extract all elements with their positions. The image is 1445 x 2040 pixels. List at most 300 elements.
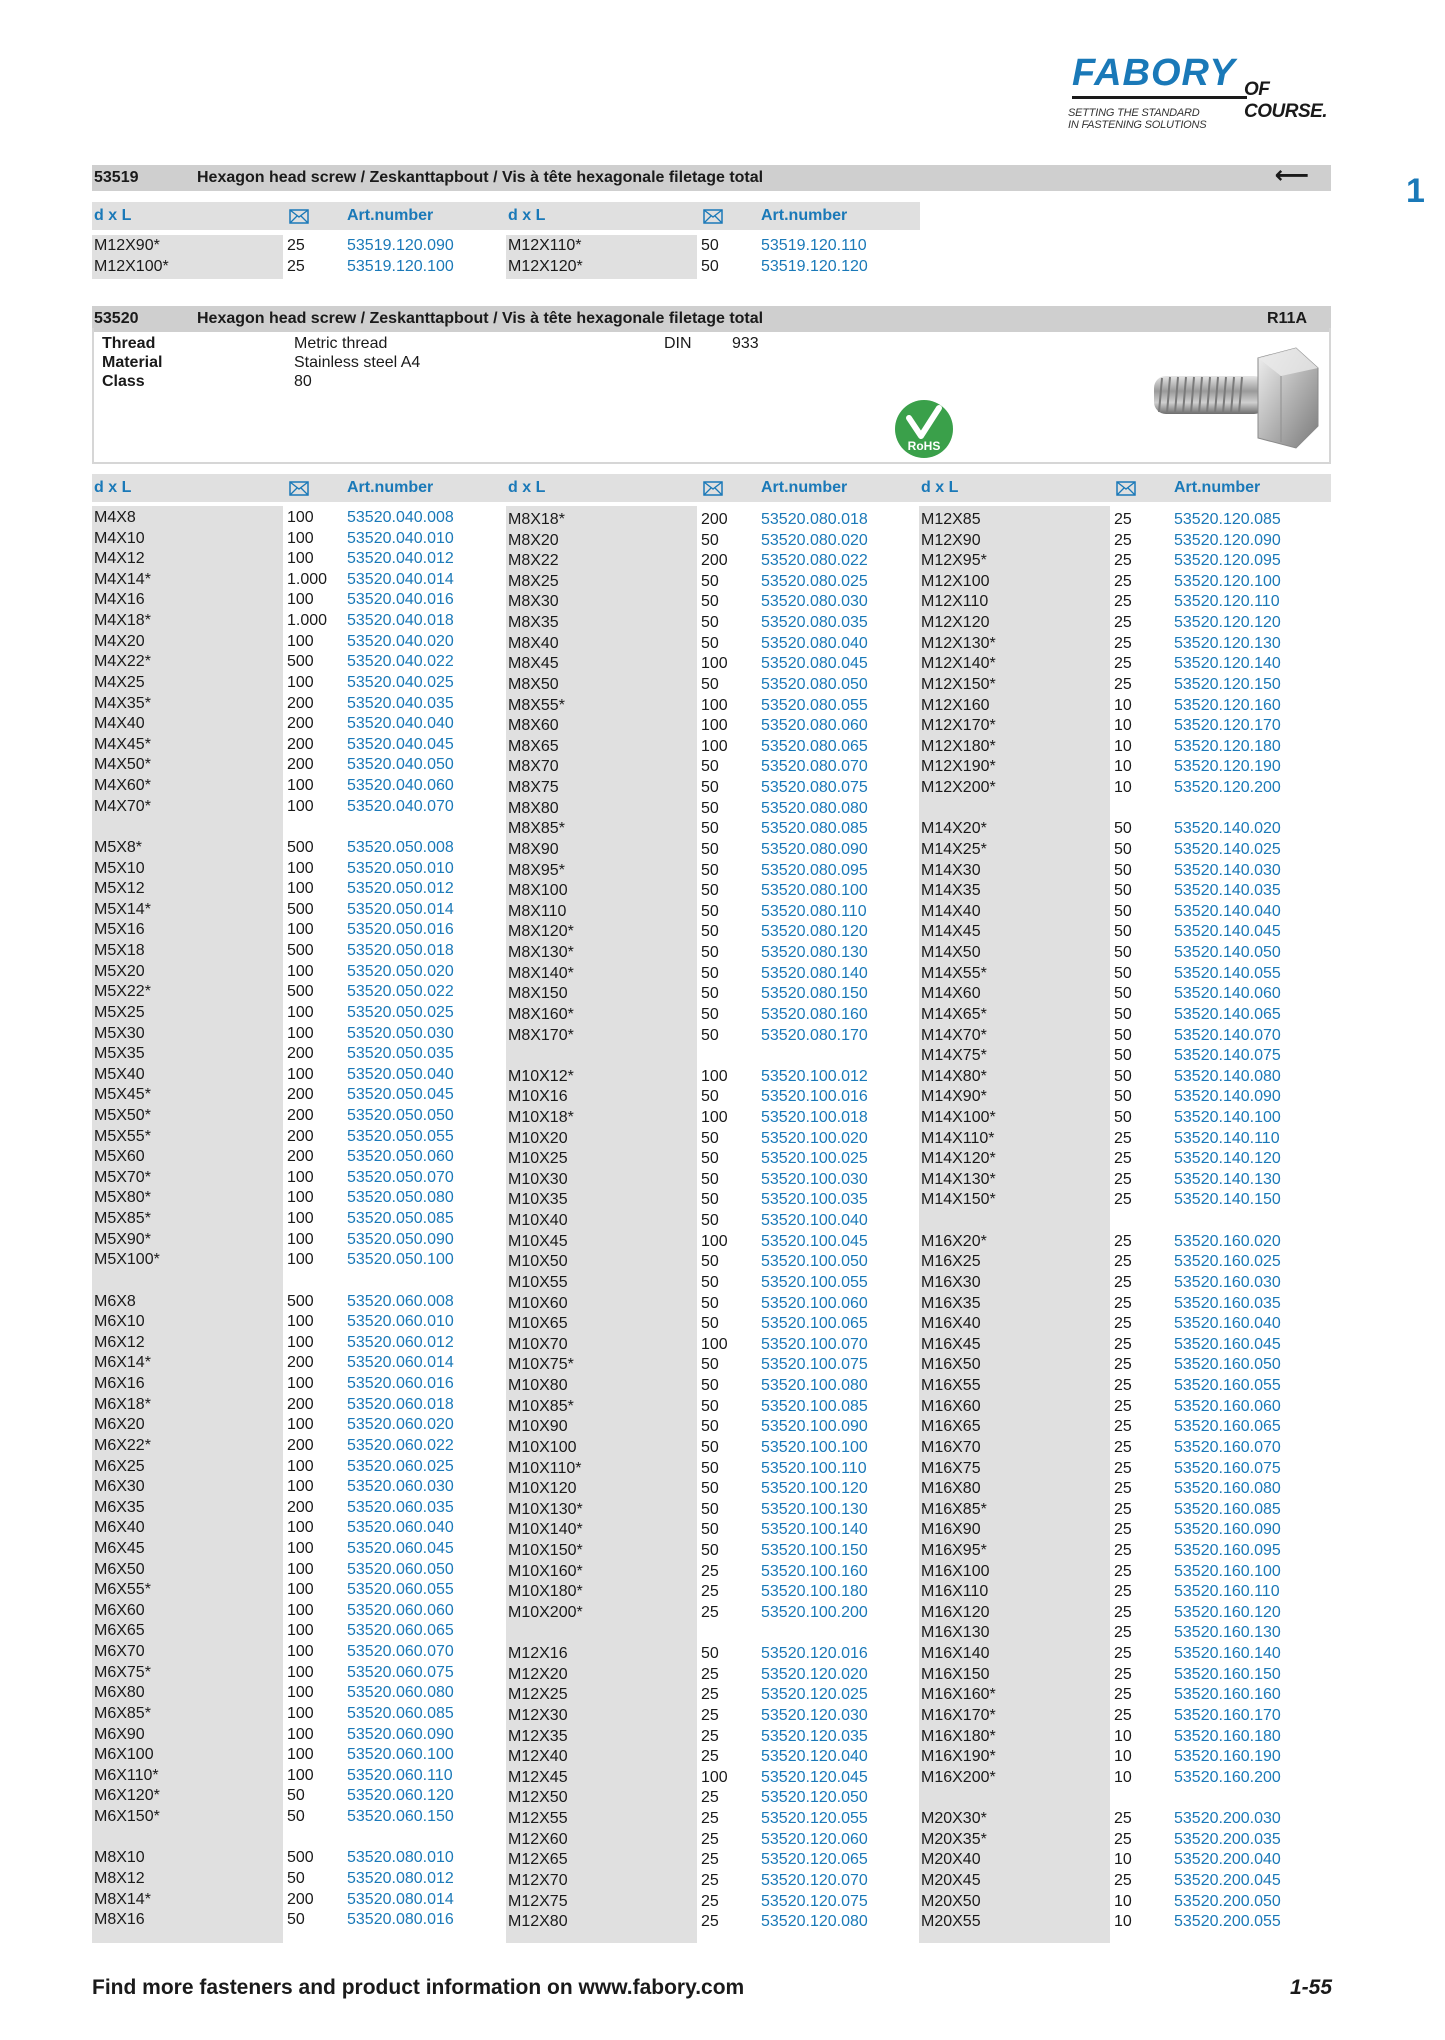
quantity-cell: 100 bbox=[287, 1601, 314, 1619]
size-cell: M6X25 bbox=[94, 1457, 145, 1475]
art-number-cell[interactable]: 53520.050.022 bbox=[347, 983, 454, 1001]
art-number-cell[interactable]: 53520.100.040 bbox=[761, 1212, 868, 1230]
art-number-cell[interactable]: 53520.100.130 bbox=[761, 1500, 868, 1518]
art-number-cell[interactable]: 53520.140.040 bbox=[1174, 902, 1281, 920]
art-number-cell[interactable]: 53520.120.190 bbox=[1174, 758, 1281, 776]
quantity-cell: 200 bbox=[287, 756, 314, 774]
art-number-cell[interactable]: 53520.140.130 bbox=[1174, 1170, 1281, 1188]
art-number-cell[interactable]: 53520.080.130 bbox=[761, 944, 868, 962]
art-number-cell[interactable]: 53520.120.025 bbox=[761, 1686, 868, 1704]
quantity-cell: 50 bbox=[287, 1808, 305, 1826]
size-cell: M16X60 bbox=[921, 1397, 981, 1415]
size-cell: M4X10 bbox=[94, 529, 145, 547]
quantity-cell: 25 bbox=[1114, 1335, 1132, 1353]
art-number-cell[interactable]: 53520.120.030 bbox=[761, 1706, 868, 1724]
art-number-cell[interactable]: 53520.140.045 bbox=[1174, 923, 1281, 941]
art-number-cell[interactable]: 53520.120.035 bbox=[761, 1727, 868, 1745]
art-number-cell[interactable]: 53520.140.020 bbox=[1174, 820, 1281, 838]
art-number-cell[interactable]: 53520.160.170 bbox=[1174, 1706, 1281, 1724]
quantity-cell: 25 bbox=[1114, 1645, 1132, 1663]
art-number-cell[interactable]: 53520.060.055 bbox=[347, 1581, 454, 1599]
art-number-cell[interactable]: 53520.050.050 bbox=[347, 1106, 454, 1124]
art-number-cell[interactable]: 53520.120.120 bbox=[1174, 614, 1281, 632]
size-cell: M5X14* bbox=[94, 900, 151, 918]
rohs-badge-icon bbox=[893, 398, 955, 460]
art-number-cell[interactable]: 53520.120.050 bbox=[761, 1789, 868, 1807]
art-number-cell[interactable]: 53520.100.140 bbox=[761, 1521, 868, 1539]
art-number-cell[interactable]: 53520.100.012 bbox=[761, 1067, 868, 1085]
art-number-cell[interactable]: 53520.160.060 bbox=[1174, 1397, 1281, 1415]
art-number-cell[interactable]: 53520.060.060 bbox=[347, 1601, 454, 1619]
art-number-cell[interactable]: 53520.060.025 bbox=[347, 1457, 454, 1475]
quantity-cell: 25 bbox=[1114, 1706, 1132, 1724]
quantity-cell: 200 bbox=[287, 715, 314, 733]
size-cell: M4X45* bbox=[94, 735, 151, 753]
size-cell: M10X120 bbox=[508, 1480, 577, 1498]
art-number-cell[interactable]: 53520.140.055 bbox=[1174, 964, 1281, 982]
quantity-cell: 50 bbox=[287, 1911, 305, 1929]
art-number-cell[interactable]: 53520.140.090 bbox=[1174, 1088, 1281, 1106]
size-cell: M10X18* bbox=[508, 1108, 574, 1126]
art-number-cell[interactable]: 53520.160.100 bbox=[1174, 1562, 1281, 1580]
size-cell: M5X20 bbox=[94, 962, 145, 980]
art-number-cell[interactable]: 53520.120.070 bbox=[761, 1871, 868, 1889]
size-cell: M14X55* bbox=[921, 964, 987, 982]
size-cell: M5X45* bbox=[94, 1086, 151, 1104]
package-quantity-icon bbox=[289, 209, 309, 224]
art-number-cell[interactable]: 53520.040.020 bbox=[347, 632, 454, 650]
size-cell: M5X90* bbox=[94, 1230, 151, 1248]
art-number-cell[interactable]: 53520.160.130 bbox=[1174, 1624, 1281, 1642]
logo-subtitle-line-1: SETTING THE STANDARD bbox=[1068, 107, 1200, 119]
art-number-cell[interactable]: 53520.080.060 bbox=[761, 717, 868, 735]
art-number-cell[interactable]: 53520.120.055 bbox=[761, 1810, 868, 1828]
art-number-cell[interactable]: 53520.080.040 bbox=[761, 634, 868, 652]
art-number-cell[interactable]: 53520.140.075 bbox=[1174, 1047, 1281, 1065]
art-number-cell[interactable]: 53520.160.150 bbox=[1174, 1665, 1281, 1683]
art-number-cell[interactable]: 53520.080.045 bbox=[761, 655, 868, 673]
art-number-cell[interactable]: 53520.120.080 bbox=[761, 1913, 868, 1931]
size-cell: M14X130* bbox=[921, 1170, 996, 1188]
art-number-cell[interactable]: 53520.060.100 bbox=[347, 1746, 454, 1764]
quantity-cell: 25 bbox=[1114, 1459, 1132, 1477]
art-number-cell[interactable]: 53520.060.012 bbox=[347, 1333, 454, 1351]
art-number-cell[interactable]: 53519.120.090 bbox=[347, 237, 454, 254]
size-cell: M12X65 bbox=[508, 1851, 568, 1869]
art-number-cell[interactable]: 53520.120.130 bbox=[1174, 634, 1281, 652]
art-number-cell[interactable]: 53520.050.014 bbox=[347, 900, 454, 918]
art-number-cell[interactable]: 53520.160.025 bbox=[1174, 1253, 1281, 1271]
art-number-cell[interactable]: 53520.100.055 bbox=[761, 1273, 868, 1291]
logo-underline bbox=[1072, 96, 1247, 99]
size-cell: M4X14* bbox=[94, 570, 151, 588]
art-number-cell[interactable]: 53520.050.085 bbox=[347, 1210, 454, 1228]
size-cell: M6X18* bbox=[94, 1395, 151, 1413]
art-number-cell[interactable]: 53520.160.050 bbox=[1174, 1356, 1281, 1374]
size-cell: M8X50 bbox=[508, 675, 559, 693]
art-number-cell[interactable]: 53520.050.030 bbox=[347, 1024, 454, 1042]
quantity-cell: 25 bbox=[1114, 1315, 1132, 1333]
art-number-cell[interactable]: 53520.050.016 bbox=[347, 921, 454, 939]
art-number-cell[interactable]: 53520.160.040 bbox=[1174, 1315, 1281, 1333]
art-number-cell[interactable]: 53520.120.140 bbox=[1174, 655, 1281, 673]
size-cell: M8X100 bbox=[508, 882, 568, 900]
art-number-cell[interactable]: 53520.160.080 bbox=[1174, 1480, 1281, 1498]
art-number-cell[interactable]: 53520.160.140 bbox=[1174, 1645, 1281, 1663]
art-number-cell[interactable]: 53520.200.040 bbox=[1174, 1851, 1281, 1869]
art-number-cell[interactable]: 53520.200.045 bbox=[1174, 1871, 1281, 1889]
quantity-cell: 50 bbox=[287, 1787, 305, 1805]
size-cell: M10X140* bbox=[508, 1521, 583, 1539]
size-cell: M16X25 bbox=[921, 1253, 981, 1271]
art-number-cell[interactable]: 53520.050.040 bbox=[347, 1065, 454, 1083]
art-number-cell[interactable]: 53520.100.085 bbox=[761, 1397, 868, 1415]
art-number-cell[interactable]: 53520.160.190 bbox=[1174, 1748, 1281, 1766]
page-number: 1-55 bbox=[1290, 1976, 1333, 1999]
art-number-cell[interactable]: 53520.060.008 bbox=[347, 1292, 454, 1310]
size-cell: M5X50* bbox=[94, 1106, 151, 1124]
size-cell: M10X150* bbox=[508, 1542, 583, 1559]
quantity-cell: 100 bbox=[287, 1210, 314, 1228]
size-cell: M14X20* bbox=[921, 820, 987, 838]
size-cell: M14X70* bbox=[921, 1026, 987, 1044]
size-cell: M10X20 bbox=[508, 1129, 568, 1147]
art-number-cell[interactable]: 53520.120.090 bbox=[1174, 531, 1281, 549]
art-number-cell[interactable]: 53520.050.045 bbox=[347, 1086, 454, 1104]
art-number-cell[interactable]: 53520.100.045 bbox=[761, 1232, 868, 1250]
art-number-cell[interactable]: 53520.080.120 bbox=[761, 923, 868, 941]
size-cell: M12X120* bbox=[508, 257, 583, 275]
art-number-cell[interactable]: 53520.140.060 bbox=[1174, 985, 1281, 1003]
quantity-cell: 50 bbox=[1114, 1005, 1132, 1023]
size-cell: M16X90 bbox=[921, 1521, 981, 1539]
size-cell: M12X40 bbox=[508, 1748, 568, 1766]
art-number-cell[interactable]: 53520.080.140 bbox=[761, 964, 868, 982]
quantity-cell: 25 bbox=[1114, 1583, 1132, 1601]
art-number-cell[interactable]: 53520.080.150 bbox=[761, 985, 868, 1003]
art-number-cell[interactable]: 53520.120.180 bbox=[1174, 737, 1281, 755]
art-number-cell[interactable]: 53520.080.018 bbox=[761, 511, 868, 528]
quantity-cell: 100 bbox=[287, 1478, 314, 1496]
quantity-cell: 100 bbox=[287, 777, 314, 795]
quantity-cell: 25 bbox=[701, 1603, 719, 1621]
art-number-cell[interactable]: 53520.140.120 bbox=[1174, 1150, 1281, 1168]
art-number-cell[interactable]: 53520.120.100 bbox=[1174, 572, 1281, 590]
art-number-cell[interactable]: 53520.200.035 bbox=[1174, 1830, 1281, 1848]
art-number-cell[interactable]: 53520.160.030 bbox=[1174, 1273, 1281, 1291]
art-number-cell[interactable]: 53520.120.170 bbox=[1174, 717, 1281, 735]
art-number-cell[interactable]: 53520.080.075 bbox=[761, 779, 868, 797]
art-number-cell[interactable]: 53520.040.010 bbox=[347, 529, 454, 547]
art-number-cell[interactable]: 53520.100.120 bbox=[761, 1480, 868, 1498]
size-cell: M16X100 bbox=[921, 1562, 990, 1580]
art-number-cell[interactable]: 53520.160.070 bbox=[1174, 1438, 1281, 1456]
art-number-cell[interactable]: 53520.100.200 bbox=[761, 1603, 868, 1621]
art-number-cell[interactable]: 53520.160.085 bbox=[1174, 1500, 1281, 1518]
art-number-cell[interactable]: 53520.120.095 bbox=[1174, 552, 1281, 570]
art-number-cell[interactable]: 53520.120.016 bbox=[761, 1645, 868, 1663]
package-quantity-icon bbox=[289, 481, 309, 496]
art-number-cell[interactable]: 53520.050.080 bbox=[347, 1189, 454, 1207]
art-number-cell[interactable]: 53520.060.070 bbox=[347, 1643, 454, 1661]
art-number-cell[interactable]: 53520.080.065 bbox=[761, 737, 868, 755]
art-number-cell[interactable]: 53519.120.110 bbox=[761, 237, 867, 254]
art-number-cell[interactable]: 53520.140.035 bbox=[1174, 882, 1281, 900]
art-number-cell[interactable]: 53520.120.060 bbox=[761, 1830, 868, 1848]
quantity-cell: 10 bbox=[1114, 1892, 1132, 1910]
art-number-cell[interactable]: 53520.060.150 bbox=[347, 1808, 454, 1826]
art-number-cell[interactable]: 53520.080.095 bbox=[761, 861, 868, 879]
back-arrow-icon[interactable]: ⟵ bbox=[1274, 162, 1309, 189]
art-number-cell[interactable]: 53519.120.120 bbox=[761, 257, 868, 275]
art-number-cell[interactable]: 53520.140.065 bbox=[1174, 1005, 1281, 1023]
art-number-cell[interactable]: 53520.080.110 bbox=[761, 902, 867, 920]
art-number-cell[interactable]: 53520.100.080 bbox=[761, 1377, 868, 1395]
art-number-cell[interactable]: 53520.100.110 bbox=[761, 1459, 867, 1477]
chapter-number: 1 bbox=[1406, 172, 1425, 210]
art-number-cell[interactable]: 53520.100.030 bbox=[761, 1170, 868, 1188]
art-number-cell[interactable]: 53520.060.016 bbox=[347, 1375, 454, 1393]
art-number-cell[interactable]: 53520.060.065 bbox=[347, 1622, 454, 1640]
art-number-cell[interactable]: 53520.040.008 bbox=[347, 509, 454, 526]
art-number-cell[interactable]: 53520.060.050 bbox=[347, 1560, 454, 1578]
quantity-cell: 25 bbox=[701, 1583, 719, 1601]
art-number-cell[interactable]: 53520.200.030 bbox=[1174, 1810, 1281, 1828]
art-number-cell[interactable]: 53520.050.008 bbox=[347, 838, 454, 856]
header-dxl: d x L bbox=[94, 479, 132, 496]
quantity-cell: 50 bbox=[1114, 882, 1132, 900]
quantity-cell: 25 bbox=[1114, 1480, 1132, 1498]
quantity-cell: 100 bbox=[287, 550, 314, 568]
thread-label: Thread bbox=[102, 335, 156, 352]
art-number-cell[interactable]: 53520.050.070 bbox=[347, 1168, 454, 1186]
art-number-cell[interactable]: 53520.060.045 bbox=[347, 1540, 454, 1557]
art-number-cell[interactable]: 53520.160.020 bbox=[1174, 1232, 1281, 1250]
art-number-cell[interactable]: 53520.140.025 bbox=[1174, 840, 1281, 858]
size-cell: M12X55 bbox=[508, 1810, 568, 1828]
footer-text[interactable]: Find more fasteners and product information on www.fabory.com bbox=[92, 1976, 745, 1999]
quantity-cell: 50 bbox=[701, 1397, 719, 1415]
art-number-cell[interactable]: 53520.050.020 bbox=[347, 962, 454, 980]
art-number-cell[interactable]: 53520.080.035 bbox=[761, 614, 868, 632]
art-number-cell[interactable]: 53520.040.018 bbox=[347, 612, 454, 630]
art-number-cell[interactable]: 53520.080.090 bbox=[761, 840, 868, 858]
art-number-cell[interactable]: 53520.140.150 bbox=[1174, 1191, 1281, 1209]
art-number-cell[interactable]: 53520.120.045 bbox=[761, 1768, 868, 1786]
size-cell: M4X20 bbox=[94, 632, 145, 650]
size-cell: M16X180* bbox=[921, 1727, 996, 1745]
art-number-cell[interactable]: 53520.080.012 bbox=[347, 1869, 454, 1887]
art-number-cell[interactable]: 53520.050.060 bbox=[347, 1148, 454, 1166]
art-number-cell[interactable]: 53520.100.016 bbox=[761, 1088, 868, 1106]
quantity-cell: 25 bbox=[701, 1748, 719, 1766]
quantity-cell: 50 bbox=[1114, 1108, 1132, 1126]
size-cell: M6X110* bbox=[94, 1766, 159, 1784]
quantity-cell: 100 bbox=[701, 1108, 728, 1126]
size-cell: M8X95* bbox=[508, 861, 565, 879]
art-number-cell[interactable]: 53520.060.080 bbox=[347, 1684, 454, 1702]
quantity-cell: 200 bbox=[287, 1127, 314, 1145]
art-number-cell[interactable]: 53520.050.012 bbox=[347, 880, 454, 898]
quantity-cell: 25 bbox=[1114, 1542, 1132, 1559]
art-number-cell[interactable]: 53520.080.080 bbox=[761, 799, 868, 817]
art-number-cell[interactable]: 53520.100.018 bbox=[761, 1108, 868, 1126]
art-number-cell[interactable]: 53520.040.014 bbox=[347, 570, 454, 588]
art-number-cell[interactable]: 53520.160.200 bbox=[1174, 1768, 1281, 1786]
art-number-cell[interactable]: 53520.080.055 bbox=[761, 696, 868, 714]
art-number-cell[interactable]: 53520.050.090 bbox=[347, 1230, 454, 1248]
art-number-cell[interactable]: 53520.100.180 bbox=[761, 1583, 868, 1601]
art-number-cell[interactable]: 53520.060.040 bbox=[347, 1519, 454, 1537]
art-number-cell[interactable]: 53520.140.030 bbox=[1174, 861, 1281, 879]
art-number-cell[interactable]: 53520.100.025 bbox=[761, 1150, 868, 1168]
art-number-cell[interactable]: 53520.120.150 bbox=[1174, 675, 1281, 693]
art-number-cell[interactable]: 53520.120.085 bbox=[1174, 511, 1281, 528]
art-number-cell[interactable]: 53520.160.180 bbox=[1174, 1727, 1281, 1745]
size-cell: M6X14* bbox=[94, 1354, 151, 1372]
quantity-cell: 50 bbox=[701, 1253, 719, 1271]
art-number-cell[interactable]: 53520.040.025 bbox=[347, 673, 454, 691]
art-number-cell[interactable]: 53520.120.200 bbox=[1174, 779, 1281, 797]
art-number-cell[interactable]: 53520.060.022 bbox=[347, 1436, 454, 1454]
art-number-cell[interactable]: 53520.120.040 bbox=[761, 1748, 868, 1766]
quantity-cell: 25 bbox=[1114, 1273, 1132, 1291]
art-number-cell[interactable]: 53520.060.018 bbox=[347, 1395, 454, 1413]
quantity-cell: 50 bbox=[701, 572, 719, 590]
art-number-cell[interactable]: 53520.160.065 bbox=[1174, 1418, 1281, 1436]
art-number-cell[interactable]: 53520.160.045 bbox=[1174, 1335, 1281, 1353]
art-number-cell[interactable]: 53520.040.045 bbox=[347, 735, 454, 753]
art-number-cell[interactable]: 53520.120.075 bbox=[761, 1892, 868, 1910]
art-number-cell[interactable]: 53520.080.020 bbox=[761, 531, 868, 549]
art-number-cell[interactable]: 53520.140.100 bbox=[1174, 1108, 1281, 1126]
art-number-cell[interactable]: 53520.160.055 bbox=[1174, 1377, 1281, 1395]
art-number-cell[interactable]: 53520.140.070 bbox=[1174, 1026, 1281, 1044]
art-number-cell[interactable]: 53520.120.065 bbox=[761, 1851, 868, 1869]
art-number-cell[interactable]: 53520.080.070 bbox=[761, 758, 868, 776]
rohs-text: RoHS bbox=[907, 439, 941, 453]
quantity-cell: 25 bbox=[1114, 1624, 1132, 1642]
art-number-cell[interactable]: 53520.160.095 bbox=[1174, 1542, 1281, 1559]
art-number-cell[interactable]: 53520.160.160 bbox=[1174, 1686, 1281, 1704]
art-number-cell[interactable]: 53520.040.050 bbox=[347, 756, 454, 774]
quantity-cell: 50 bbox=[701, 1129, 719, 1147]
art-number-cell[interactable]: 53520.080.030 bbox=[761, 593, 868, 611]
art-number-cell[interactable]: 53520.100.075 bbox=[761, 1356, 868, 1374]
art-number-cell[interactable]: 53520.050.025 bbox=[347, 1003, 454, 1021]
art-number-cell[interactable]: 53520.060.035 bbox=[347, 1498, 454, 1516]
art-number-cell[interactable]: 53520.080.170 bbox=[761, 1026, 868, 1044]
quantity-cell: 50 bbox=[1114, 902, 1132, 920]
art-number-cell[interactable]: 53520.060.020 bbox=[347, 1416, 454, 1434]
art-number-cell[interactable]: 53520.100.060 bbox=[761, 1294, 868, 1312]
art-number-cell[interactable]: 53520.100.020 bbox=[761, 1129, 868, 1147]
size-cell: M10X90 bbox=[508, 1418, 568, 1436]
art-number-cell[interactable]: 53520.120.110 bbox=[1174, 593, 1280, 611]
art-number-cell[interactable]: 53520.200.050 bbox=[1174, 1892, 1281, 1910]
quantity-cell: 50 bbox=[701, 799, 719, 817]
size-cell: M12X100 bbox=[921, 572, 990, 590]
art-number-cell[interactable]: 53520.160.110 bbox=[1174, 1583, 1280, 1601]
art-number-cell[interactable]: 53520.040.060 bbox=[347, 777, 454, 795]
art-number-cell[interactable]: 53520.060.085 bbox=[347, 1704, 454, 1722]
art-number-cell[interactable]: 53520.060.110 bbox=[347, 1766, 453, 1784]
art-number-cell[interactable]: 53520.040.040 bbox=[347, 715, 454, 733]
art-number-cell[interactable]: 53520.080.050 bbox=[761, 675, 868, 693]
art-number-cell[interactable]: 53520.100.050 bbox=[761, 1253, 868, 1271]
art-number-cell[interactable]: 53520.200.055 bbox=[1174, 1913, 1281, 1931]
art-number-cell[interactable]: 53520.160.090 bbox=[1174, 1521, 1281, 1539]
art-number-cell[interactable]: 53520.040.022 bbox=[347, 653, 454, 671]
art-number-cell[interactable]: 53520.050.010 bbox=[347, 859, 454, 877]
art-number-cell[interactable]: 53520.100.065 bbox=[761, 1315, 868, 1333]
quantity-cell: 50 bbox=[701, 1377, 719, 1395]
size-cell: M12X30 bbox=[508, 1706, 568, 1724]
quantity-cell: 25 bbox=[1114, 1686, 1132, 1704]
art-number-cell[interactable]: 53520.120.020 bbox=[761, 1665, 868, 1683]
size-cell: M16X80 bbox=[921, 1480, 981, 1498]
art-number-cell[interactable]: 53520.140.110 bbox=[1174, 1129, 1280, 1147]
art-number-cell[interactable]: 53520.040.016 bbox=[347, 591, 454, 609]
art-number-cell[interactable]: 53520.100.070 bbox=[761, 1335, 868, 1353]
art-number-cell[interactable]: 53520.100.160 bbox=[761, 1562, 868, 1580]
header-art-number: Art.number bbox=[761, 207, 848, 224]
art-number-cell[interactable]: 53520.080.025 bbox=[761, 572, 868, 590]
quantity-cell: 10 bbox=[1114, 737, 1132, 755]
quantity-cell: 200 bbox=[287, 1086, 314, 1104]
size-cell: M12X180* bbox=[921, 737, 996, 755]
art-number-cell[interactable]: 53520.140.080 bbox=[1174, 1067, 1281, 1085]
art-number-cell[interactable]: 53520.050.035 bbox=[347, 1045, 454, 1063]
art-number-cell[interactable]: 53520.080.085 bbox=[761, 820, 868, 838]
art-number-cell[interactable]: 53520.050.100 bbox=[347, 1251, 454, 1269]
quantity-cell: 50 bbox=[701, 923, 719, 941]
art-number-cell[interactable]: 53520.080.010 bbox=[347, 1849, 454, 1867]
art-number-cell[interactable]: 53520.040.070 bbox=[347, 797, 454, 815]
size-cell: M16X75 bbox=[921, 1459, 981, 1477]
art-number-cell[interactable]: 53520.080.016 bbox=[347, 1911, 454, 1929]
art-number-cell[interactable]: 53520.080.100 bbox=[761, 882, 868, 900]
art-number-cell[interactable]: 53520.120.160 bbox=[1174, 696, 1281, 714]
art-number-cell[interactable]: 53520.050.018 bbox=[347, 942, 454, 960]
art-number-cell[interactable]: 53520.060.120 bbox=[347, 1787, 454, 1805]
art-number-cell[interactable]: 53520.100.100 bbox=[761, 1438, 868, 1456]
size-cell: M12X25 bbox=[508, 1686, 568, 1704]
art-number-cell[interactable]: 53520.100.090 bbox=[761, 1418, 868, 1436]
art-number-cell[interactable]: 53520.140.050 bbox=[1174, 944, 1281, 962]
quantity-cell: 100 bbox=[287, 1704, 314, 1722]
art-number-cell[interactable]: 53520.100.150 bbox=[761, 1542, 868, 1559]
art-number-cell[interactable]: 53520.160.075 bbox=[1174, 1459, 1281, 1477]
art-number-cell[interactable]: 53520.040.012 bbox=[347, 550, 454, 568]
quantity-cell: 100 bbox=[287, 1003, 314, 1021]
art-number-cell[interactable]: 53520.080.022 bbox=[761, 552, 868, 570]
art-number-cell[interactable]: 53520.060.075 bbox=[347, 1663, 454, 1681]
art-number-cell[interactable]: 53520.060.014 bbox=[347, 1354, 454, 1372]
art-number-cell[interactable]: 53520.160.035 bbox=[1174, 1294, 1281, 1312]
art-number-cell[interactable]: 53520.060.090 bbox=[347, 1725, 454, 1743]
art-number-cell[interactable]: 53520.080.014 bbox=[347, 1890, 454, 1908]
art-number-cell[interactable]: 53519.120.100 bbox=[347, 257, 454, 275]
art-number-cell[interactable]: 53520.060.030 bbox=[347, 1478, 454, 1496]
art-number-cell[interactable]: 53520.160.120 bbox=[1174, 1603, 1281, 1621]
size-cell: M12X140* bbox=[921, 655, 996, 673]
art-number-cell[interactable]: 53520.040.035 bbox=[347, 694, 454, 712]
art-number-cell[interactable]: 53520.080.160 bbox=[761, 1005, 868, 1023]
art-number-cell[interactable]: 53520.050.055 bbox=[347, 1127, 454, 1145]
art-number-cell[interactable]: 53520.060.010 bbox=[347, 1313, 454, 1331]
art-number-cell[interactable]: 53520.100.035 bbox=[761, 1191, 868, 1209]
